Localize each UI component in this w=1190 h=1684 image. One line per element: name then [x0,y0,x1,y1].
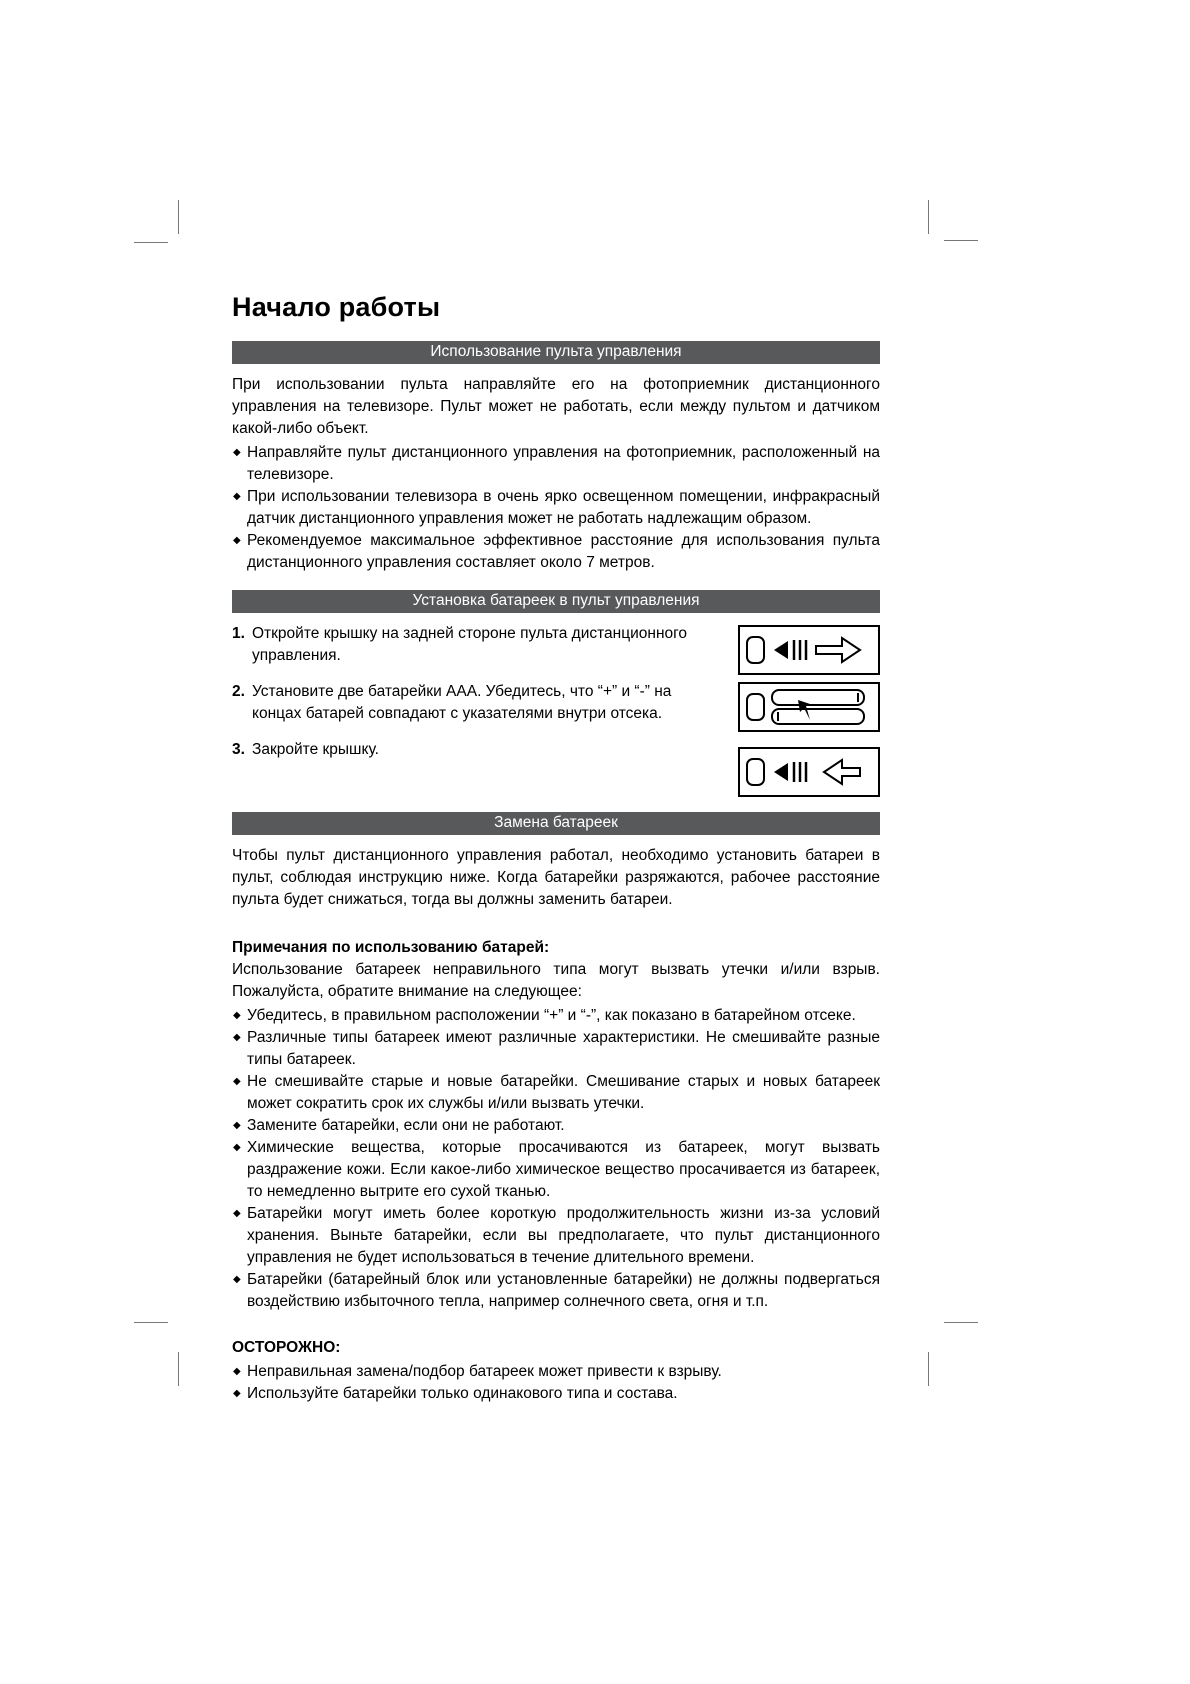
list-item [232,1203,880,1269]
list-item-text: Убедитесь, в правильном расположении “+” и “-”, как показано в батарейном отсеке. [247,1007,856,1024]
diamond-bullet-icon: ◆ [233,1076,241,1087]
battery-notes-title: Примечания по использованию батарей: [232,939,550,956]
section-header-replace: Замена батареек [232,812,880,835]
crop-mark-bottom-left-v [178,1352,179,1386]
crop-mark-bottom-right-h [944,1322,978,1323]
usage-bullet-list [232,442,880,574]
list-item-text: При использовании телевизора в очень ярко освещенном помещении, инфракрасный датчик дистанционного управления может не работать надлежащим образом. [247,488,880,527]
list-item-text: Батарейки могут иметь более короткую продолжительность жизни из-за условий хранения. Выньте батарейки, если вы предполагаете, что пульт дистанционного управления не будет использоваться в течение длительного времени. [247,1205,880,1266]
insert-batteries-icon [738,682,880,732]
diamond-bullet-icon: ◆ [233,1142,241,1153]
battery-cover-open-icon [738,625,880,675]
step-text: Откройте крышку на задней стороне пульта дистанционного управления. [252,625,688,664]
page-content [232,292,880,1405]
diamond-bullet-icon: ◆ [233,1274,241,1285]
section-header-usage: Использование пульта управления [232,341,880,364]
diamond-bullet-icon: ◆ [233,1010,241,1021]
replace-intro-paragraph: Чтобы пульт дистанционного управления работал, необходимо установить батареи в пульт, соблюдая инструкцию ниже. Когда батарейки разряжаются, рабочее расстояние пульта будет снижаться, тогда вы должны заменить батареи. [232,847,880,908]
install-figures [738,623,880,802]
caution-title: ОСТОРОЖНО: [232,1339,341,1356]
page-title: Начало работы [232,292,441,322]
list-item-text: Замените батарейки, если они не работают. [247,1117,565,1134]
diamond-bullet-icon: ◆ [233,1366,241,1377]
list-item-text: Неправильная замена/подбор батареек может привести к взрыву. [247,1363,722,1380]
step-text: Установите две батарейки ААА. Убедитесь, что “+” и “-” на концах батарей совпадают с указателями внутри отсека. [252,683,672,722]
caution-bullet-list [232,1361,880,1405]
list-item [232,1137,880,1203]
list-item-text: Рекомендуемое максимальное эффективное расстояние для использования пульта дистанционного управления составляет около 7 метров. [247,532,880,571]
list-item-text: Направляйте пульт дистанционного управления на фотоприемник, расположенный на телевизоре. [247,444,880,483]
diamond-bullet-icon: ◆ [233,447,241,458]
list-item [232,1269,880,1313]
list-item [232,1115,880,1137]
crop-mark-top-right-h [944,240,978,241]
step-text: Закройте крышку. [252,741,379,758]
crop-mark-top-right-v [928,200,929,234]
step-number: 1. [232,625,245,642]
crop-mark-bottom-right-v [928,1352,929,1386]
diamond-bullet-icon: ◆ [233,1208,241,1219]
install-step [232,623,724,667]
list-item-text: Химические вещества, которые просачиваются из батареек, могут вызвать раздражение кожи. Если какое-либо химическое вещество просачивается из батареек, то немедленно вытрите его сухой тканью. [247,1139,880,1200]
install-step [232,739,724,761]
crop-mark-top-left-h [134,242,168,243]
list-item [232,442,880,486]
diamond-bullet-icon: ◆ [233,491,241,502]
diamond-bullet-icon: ◆ [233,1120,241,1131]
list-item [232,1361,880,1383]
install-step [232,681,724,725]
install-steps [232,623,738,802]
list-item [232,1027,880,1071]
step-number: 2. [232,683,245,700]
usage-intro-paragraph: При использовании пульта направляйте его на фотоприемник дистанционного управления на телевизоре. Пульт может не работать, если между пультом и датчиком какой-либо объект. [232,376,880,437]
list-item-text: Не смешивайте старые и новые батарейки. Смешивание старых и новых батареек может сократить срок их службы и/или вызвать утечки. [247,1073,880,1112]
install-steps-area [232,623,880,802]
list-item [232,1005,880,1027]
list-item [232,1383,880,1405]
battery-cover-close-icon [738,747,880,797]
list-item [232,530,880,574]
diamond-bullet-icon: ◆ [233,1388,241,1399]
list-item [232,486,880,530]
diamond-bullet-icon: ◆ [233,1032,241,1043]
step-number: 3. [232,741,245,758]
list-item-text: Используйте батарейки только одинакового типа и состава. [247,1385,678,1402]
section-header-install: Установка батареек в пульт управления [232,590,880,613]
crop-mark-top-left-v [178,200,179,234]
list-item-text: Различные типы батареек имеют различные характеристики. Не смешивайте разные типы батареек. [247,1029,880,1068]
list-item-text: Батарейки (батарейный блок или установленные батарейки) не должны подвергаться воздействию избыточного тепла, например солнечного света, огня и т.п. [247,1271,880,1310]
list-item [232,1071,880,1115]
battery-notes-intro: Использование батареек неправильного типа могут вызвать утечки и/или взрыв. Пожалуйста, обратите внимание на следующее: [232,961,880,1000]
diamond-bullet-icon: ◆ [233,535,241,546]
crop-mark-bottom-left-h [134,1322,168,1323]
replace-bullet-list [232,1005,880,1313]
